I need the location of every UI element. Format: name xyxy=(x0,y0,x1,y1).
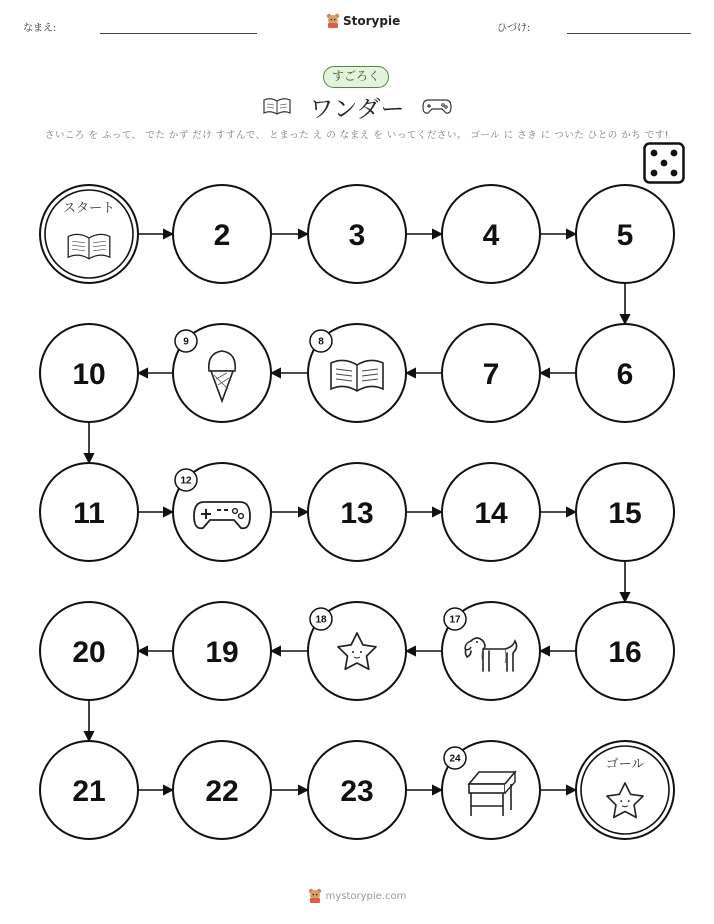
board-space-13[interactable] xyxy=(308,463,406,561)
space-number: 21 xyxy=(72,775,106,808)
start-label: スタート xyxy=(62,201,116,216)
game-type-badge: すごろく xyxy=(323,66,389,88)
space-number: 5 xyxy=(616,219,634,252)
brand-name: Storypie xyxy=(343,14,401,28)
board-space-6[interactable] xyxy=(576,324,674,422)
space-number: 10 xyxy=(72,358,106,391)
board-space-22[interactable] xyxy=(173,741,271,839)
board-space-5[interactable] xyxy=(576,185,674,283)
space-number: 3 xyxy=(348,219,366,252)
space-number: 24 xyxy=(449,753,461,765)
board-space-23[interactable] xyxy=(308,741,406,839)
space-number: 15 xyxy=(608,497,642,530)
space-number: 6 xyxy=(616,358,634,391)
board-space-11[interactable] xyxy=(40,463,138,561)
space-number: 16 xyxy=(608,636,642,669)
board-space-18[interactable] xyxy=(308,602,406,700)
board-space-14[interactable] xyxy=(442,463,540,561)
board-space-4[interactable] xyxy=(442,185,540,283)
board-space-20[interactable] xyxy=(40,602,138,700)
board-space-3[interactable] xyxy=(308,185,406,283)
space-number: 8 xyxy=(318,336,324,348)
board-space-10[interactable] xyxy=(40,324,138,422)
space-number: 11 xyxy=(73,497,105,530)
board-space-9[interactable] xyxy=(173,324,271,422)
board-space-19[interactable] xyxy=(173,602,271,700)
space-number: 14 xyxy=(474,497,508,530)
bear-logo-icon xyxy=(308,888,322,904)
space-number: 22 xyxy=(205,775,239,808)
instructions: さいころ を ふって、 でた かず だけ すすんで、 とまった え の なまえ を いってください。 ゴール に さき に ついた ひとの かち です! xyxy=(44,130,670,141)
board-space-25[interactable] xyxy=(576,741,674,839)
space-number: 13 xyxy=(340,497,374,530)
board-space-24[interactable] xyxy=(442,741,540,839)
space-number: 2 xyxy=(213,219,231,252)
board-space-7[interactable] xyxy=(442,324,540,422)
space-number: 12 xyxy=(180,475,192,487)
board-space-2[interactable] xyxy=(173,185,271,283)
board-space-12[interactable] xyxy=(173,463,271,561)
space-number: 19 xyxy=(205,636,239,669)
board-space-1[interactable] xyxy=(40,185,138,283)
name-label: なまえ: xyxy=(23,23,57,34)
space-number: 9 xyxy=(183,336,189,348)
space-number: 7 xyxy=(482,358,500,391)
goal-label: ゴール xyxy=(605,757,645,772)
board-space-17[interactable] xyxy=(442,602,540,700)
book-icon xyxy=(68,234,110,258)
board-space-15[interactable] xyxy=(576,463,674,561)
board-space-8[interactable] xyxy=(308,324,406,422)
title-text: ワンダー xyxy=(309,95,405,123)
footer-url: mystorypie.com xyxy=(325,890,407,902)
space-number: 23 xyxy=(340,775,374,808)
space-number: 18 xyxy=(315,614,327,626)
book-icon xyxy=(331,360,383,391)
board-space-21[interactable] xyxy=(40,741,138,839)
date-label: ひづけ: xyxy=(497,23,531,34)
space-number: 20 xyxy=(72,636,106,669)
footer xyxy=(0,888,714,904)
board-space-16[interactable] xyxy=(576,602,674,700)
space-number: 17 xyxy=(449,614,461,626)
space-number: 4 xyxy=(482,219,500,252)
